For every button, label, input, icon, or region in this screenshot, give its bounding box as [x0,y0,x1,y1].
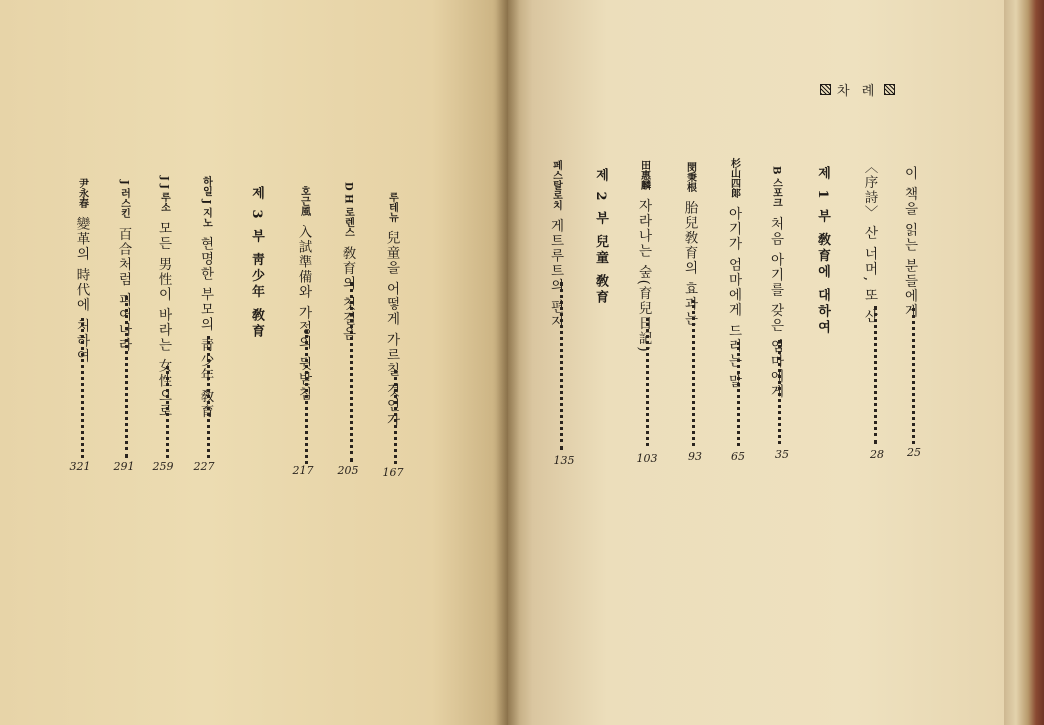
entry-title: 모든 男性이 바라는 女性으로 [155,221,172,419]
book-page-edge [1004,0,1044,725]
entry-title: 敎育의 첫걸음 [339,245,356,342]
page-number: 35 [775,448,789,461]
page-number: 321 [69,460,91,473]
part-heading [594,168,607,306]
page-number: 103 [636,452,658,465]
entry-author: 호근風 [298,186,310,216]
entry-author: 페스탈로치 [550,160,562,210]
part-heading [816,166,829,336]
toc-title: 차 례 [837,84,879,99]
entry-title: 현명한 부모의 靑少年 敎育 [197,236,214,419]
dot-leader [912,308,918,444]
ornament-square-icon [884,84,895,95]
entry-author: 尹永春 [76,178,88,208]
dot-leader [778,340,784,444]
dot-leader [81,318,87,458]
entry-author: J 러스킨 [118,180,130,219]
entry-author: 閔秉根 [684,162,696,192]
part-title: 제 2 부 兒童 敎育 [593,168,608,307]
entry-title: 게트루트의 편지 [547,218,564,330]
dot-leader [737,342,743,446]
entry-title: 入試準備와 가정의 뒷받침 [295,224,312,402]
page-number: 205 [337,464,359,477]
page-number: 291 [113,460,135,473]
toc-heading [820,80,895,99]
entry-title: 百合처럼 피어나라 [115,227,132,353]
right-page [508,0,1004,725]
dot-leader [560,282,566,450]
dot-leader [166,366,172,458]
dot-leader [692,300,698,446]
page-number: 25 [907,446,921,459]
entry-title: 처음 아기를 갖은 엄마에게 [767,216,784,400]
entry-title: 아기가 엄마에게 드리는 말 [725,206,742,390]
entry-author: 田惠麟 [638,160,650,190]
entry-author: 杉山四郞 [728,158,740,198]
page-number: 135 [553,454,575,467]
part-title: 제 1 부 敎育에 대하여 [815,166,830,337]
toc-entry [902,166,916,318]
page-number: 259 [152,460,174,473]
dot-leader [394,370,400,464]
dot-leader [874,306,880,444]
entry-title: 變革의 時代에 처하여 [73,216,90,364]
entry-author: B 스포크 [770,166,782,208]
ornament-square-icon [820,84,831,95]
entry-author: 하일 J 지노 [200,176,212,228]
toc-entry [862,160,876,324]
page-number: 28 [870,448,884,461]
dot-leader [125,296,131,458]
dot-leader [305,330,311,464]
dot-leader [646,318,652,446]
page-number: 217 [292,464,314,477]
entry-title: 이 책을 읽는 분들에게 [901,166,918,319]
page-number: 227 [193,460,215,473]
page-number: 65 [731,450,745,463]
page-number: 93 [688,450,702,463]
part-title: 제 3 부 靑少年 敎育 [249,186,264,341]
part-heading [250,186,263,340]
entry-title: 자라나는 숲(育兒日記) [635,198,652,354]
entry-author: 루테뉴 [386,192,398,222]
dot-leader [207,336,213,458]
entry-title: 兒童을 어떻게 가르칠 것인가 [383,230,400,429]
entry-author: D H 로렌스 [342,182,354,238]
book-gutter [496,0,520,725]
dot-leader [350,282,356,462]
entry-author: J J 루소 [158,176,170,213]
entry-title: 胎兒敎育의 효과는 [681,200,698,327]
entry-title: 〈序詩〉 산 너머, 또 산 [861,160,878,324]
page-number: 167 [382,466,404,479]
